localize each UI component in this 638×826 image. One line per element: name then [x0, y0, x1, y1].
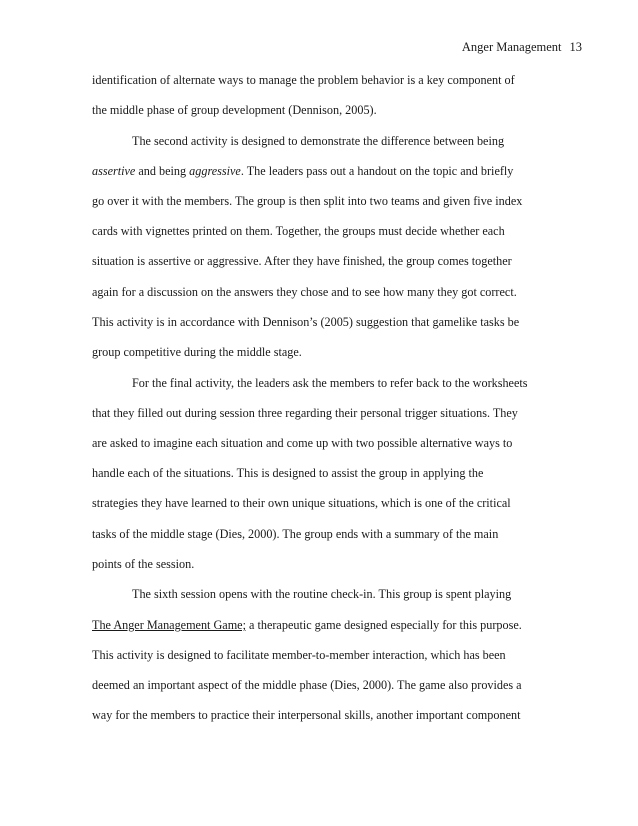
body-line: handle each of the situations. This is designed to assist the group in applying the [92, 466, 484, 480]
text-run: a therapeutic game designed especially for this purpose. [245, 618, 522, 632]
body-line: again for a discussion on the answers they chose and to see how many they got correct. [92, 285, 517, 299]
body-line: strategies they have learned to their own unique situations, which is one of the critical [92, 496, 511, 510]
body-line: identification of alternate ways to manage the problem behavior is a key component of [92, 73, 515, 87]
italic-term: assertive [92, 164, 136, 178]
body-line: go over it with the members. The group is then split into two teams and given five index [92, 194, 523, 208]
body-line: cards with vignettes printed on them. Together, the groups must decide whether each [92, 224, 505, 238]
body-line: way for the members to practice their interpersonal skills, another important component [92, 708, 521, 722]
body-line: points of the session. [92, 557, 195, 571]
italic-term: aggressive [189, 164, 241, 178]
body-line: are asked to imagine each situation and come up with two possible alternative ways to [92, 436, 513, 450]
body-line: deemed an important aspect of the middle phase (Dies, 2000). The game also provides a [92, 678, 522, 692]
body-line: situation is assertive or aggressive. After they have finished, the group comes together [92, 254, 512, 268]
text-run: . The leaders pass out a handout on the topic and briefly [240, 164, 514, 178]
game-title: The Anger Management Game; [92, 618, 246, 632]
body-line: the middle phase of group development (Dennison, 2005). [92, 103, 377, 117]
text-run: and being [135, 164, 190, 178]
body-line: This activity is in accordance with Dennison’s (2005) suggestion that gamelike tasks be [92, 315, 520, 329]
paragraph-first-line: The second activity is designed to demonstrate the difference between being [132, 134, 505, 148]
body-line [92, 617, 522, 633]
body-line: This activity is designed to facilitate member-to-member interaction, which has been [92, 648, 506, 662]
page-number: 13 [569, 40, 582, 54]
paragraph-first-line: The sixth session opens with the routine check-in. This group is spent playing [132, 587, 512, 601]
body-line [92, 163, 513, 179]
running-head [462, 39, 582, 55]
running-title: Anger Management [461, 40, 562, 54]
body-line: tasks of the middle stage (Dies, 2000). The group ends with a summary of the main [92, 527, 499, 541]
body-line: that they filled out during session three regarding their personal trigger situations. They [92, 406, 518, 420]
paragraph-first-line: For the final activity, the leaders ask the members to refer back to the worksheets [132, 376, 528, 390]
body-line: group competitive during the middle stage. [92, 345, 302, 359]
